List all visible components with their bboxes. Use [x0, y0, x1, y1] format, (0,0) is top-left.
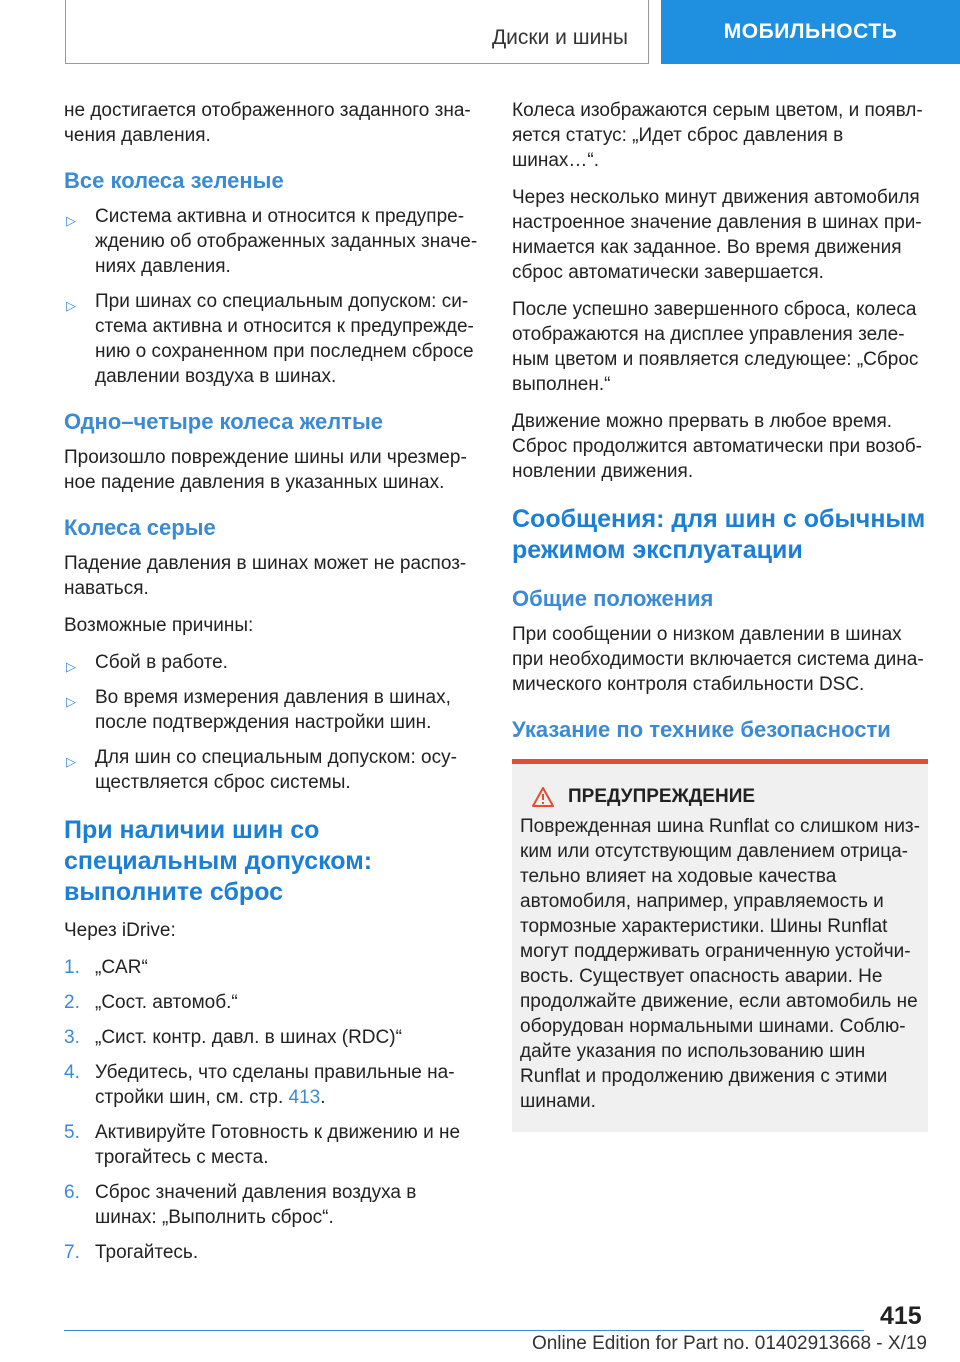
step-item: 6. Сброс значений давления воздуха в шинах: „Выполнить сброс“. [64, 1182, 417, 1228]
triangle-bullet-icon: ▷ [66, 754, 76, 769]
yellow-text: Произошло повреждение шины или чрезмер-ное падение давления в указанных шинах. [64, 447, 467, 493]
list-item: ▷ При шинах со специальным допуском: си-стема активна и относится к предупрежде-нию о сохраненном при последнем сбросе давлении воздуха в шинах. [66, 291, 474, 387]
step-item: 1. „CAR“ [64, 957, 148, 978]
step-item: 4. Убедитесь, что сделаны правильные на-стройки шин, см. стр. 413. [64, 1062, 455, 1108]
triangle-bullet-icon: ▷ [66, 694, 76, 709]
warning-box [512, 759, 928, 1132]
reasons-label: Возможные причины: [64, 615, 254, 636]
section-title: Диски и шины [491, 26, 628, 49]
paragraph: Движение можно прервать в любое время. Сброс продолжится автоматически при возоб-новлении движения. [512, 411, 922, 482]
warning-triangle-icon [532, 787, 554, 807]
heading-gray: Колеса серые [64, 515, 216, 540]
step-item: 2. „Сост. автомоб.“ [64, 992, 238, 1013]
chapter-tab[interactable]: МОБИЛЬНОСТЬ [661, 0, 960, 64]
heading-reset: При наличии шин со специальным допуском: выполните сброс [64, 816, 373, 906]
reset-steps [64, 955, 480, 1265]
list-item: ▷ Для шин со специальным допуском: осу-ществляется сброс системы. [66, 747, 457, 793]
paragraph: После успешно завершенного сброса, колеса отображаются на дисплее управления зеле-ным цветом и появляется следующее: „Сброс выполнен.“ [512, 299, 919, 395]
step-item: 5. Активируйте Готовность к движению и не трогайтесь с места. [64, 1122, 461, 1168]
intro-text: не достигается отображенного заданного зна-чения давления. [64, 100, 471, 146]
general-text: При сообщении о низком давлении в шинах при необходимости включается система дина-мического контроля стабильности DSC. [512, 624, 924, 695]
heading-messages: Сообщения: для шин с обычным режимом эксплуатации [512, 505, 926, 564]
footer-edition: Online Edition for Part no. 01402913668 - X/19 [531, 1333, 927, 1354]
list-item: ▷ Во время измерения давления в шинах, после подтверждения настройки шин. [66, 687, 451, 733]
heading-all-green: Все колеса зеленые [64, 168, 284, 193]
heading-safety: Указание по технике безопасности [512, 717, 891, 742]
paragraph: Колеса изображаются серым цветом, и появл-яется статус: „Идет сброс давления в шинах…“. [512, 100, 923, 171]
heading-general: Общие положения [512, 586, 714, 611]
paragraph: Через несколько минут движения автомобиля настроенное значение давления в шинах при-нимается как заданное. Во время движения сброс автоматически завершается. [512, 187, 922, 283]
list-item: ▷ Система активна и относится к предупре-ждению об отображенных заданных значе-ниях давления. [66, 206, 478, 277]
gray-text: Падение давления в шинах может не распоз-наваться. [64, 553, 467, 599]
header-section-box [65, 0, 649, 64]
step-item: 7. Трогайтесь. [64, 1242, 199, 1263]
via-idrive: Через iDrive: [64, 920, 176, 941]
warning-header [520, 786, 920, 808]
page-link[interactable]: 413 [288, 1087, 321, 1108]
step-item: 3. „Сист. контр. давл. в шинах (RDC)“ [64, 1027, 402, 1048]
list-item: ▷ Сбой в работе. [64, 650, 480, 675]
right-column [512, 98, 928, 1132]
list-all-green [64, 204, 480, 389]
triangle-bullet-icon: ▷ [66, 659, 76, 674]
page-number: 415 [880, 1302, 922, 1330]
warning-label: ПРЕДУПРЕЖДЕНИЕ [568, 786, 756, 807]
heading-yellow: Одно–четыре колеса желтые [64, 409, 383, 434]
triangle-bullet-icon: ▷ [66, 298, 76, 313]
footer-divider [64, 1330, 864, 1331]
list-gray-reasons [64, 650, 480, 795]
left-column [64, 98, 480, 1275]
warning-text: Поврежденная шина Runflat со слишком низ-ким или отсутствующим давлением отрица-тельно влияет на ходовые качества автомобиля, например, управляемость и тормозные характеристики. Шины Runflat могут поддерживать ограниченную устойчи-вость. Существует опасность аварии. Не продолжайте движение, если автомобиль не оборудован нормальными шинами. Соблю-дайте указания по использованию шин Runflat и продолжению движения с этими шинами. [520, 816, 920, 1112]
triangle-bullet-icon: ▷ [66, 213, 76, 228]
